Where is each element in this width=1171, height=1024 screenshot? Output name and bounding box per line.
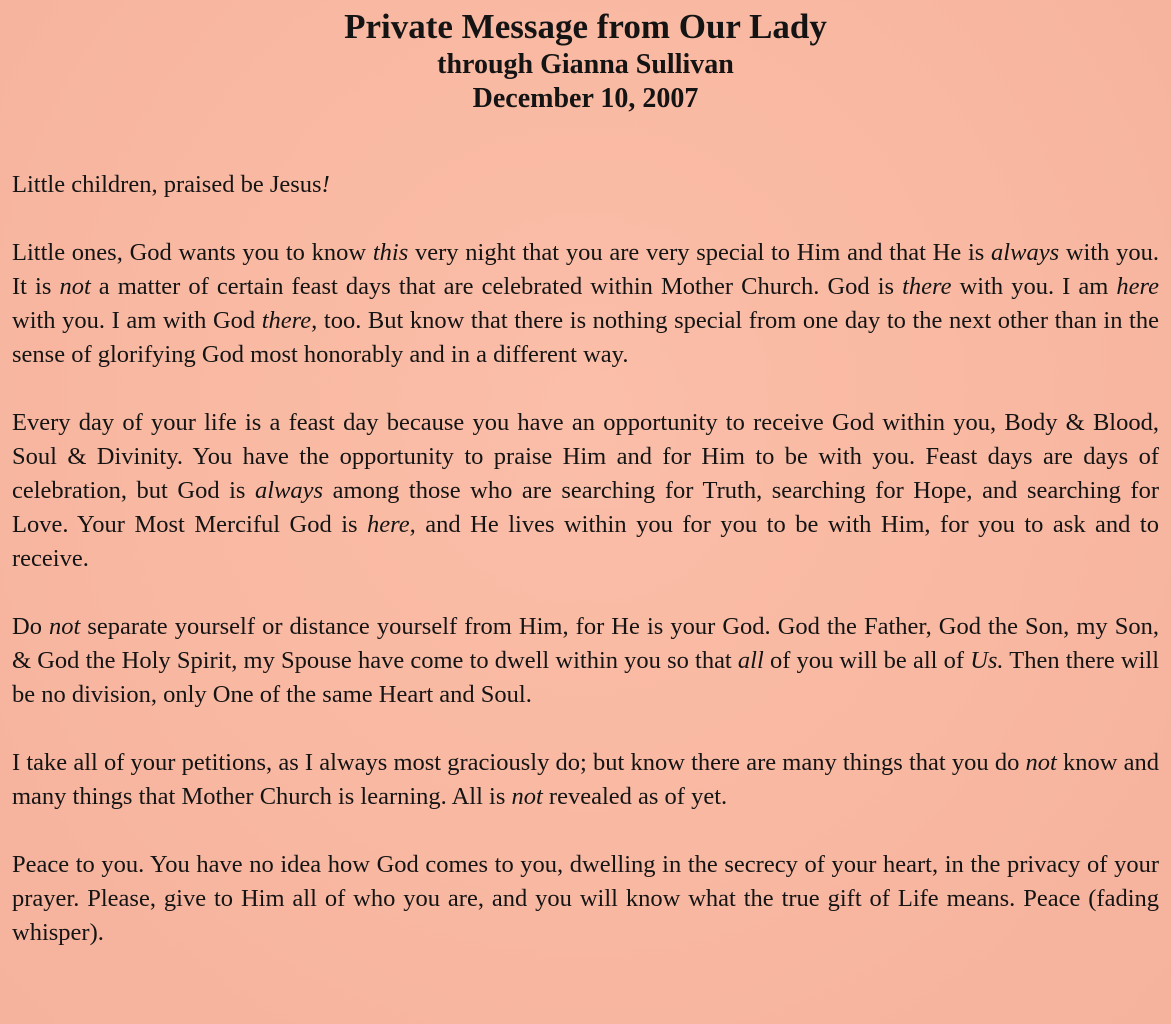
- document-subtitle: through Gianna Sullivan: [437, 49, 734, 80]
- emphasis-text: all: [737, 647, 764, 674]
- emphasis-text: here,: [367, 511, 416, 538]
- text-run: Little ones, God wants you to know: [12, 239, 373, 266]
- text-run: Little children, praised be Jesus: [12, 171, 322, 198]
- paragraph-3: [12, 610, 1159, 712]
- text-run: with you. I am with God: [12, 307, 262, 334]
- emphasis-text: not: [511, 783, 543, 810]
- text-run: Peace to you. You have no idea how God comes to you, dwelling in the secrecy of your heart, in the privacy of your prayer. Please, give to Him all of who you are, and you will know what the true gift of Life means. Peace (fading whisper).: [12, 851, 1159, 946]
- document-date: December 10, 2007: [472, 83, 699, 114]
- text-run: I take all of your petitions, as I always most graciously do; but know there are many things that you do: [12, 749, 1026, 776]
- emphasis-text: here: [1116, 273, 1159, 300]
- emphasis-text: always: [991, 239, 1060, 266]
- emphasis-text: not: [49, 613, 81, 640]
- text-run: with you. I am: [951, 273, 1117, 300]
- text-run: know and many things that Mother Church is learning. All is: [12, 749, 1159, 810]
- emphasis-text: not: [1025, 749, 1057, 776]
- document-title: Private Message from Our Lady: [344, 7, 827, 46]
- text-run: revealed as of yet.: [542, 783, 728, 810]
- emphasis-text: there: [902, 273, 952, 300]
- emphasis-text: Us.: [970, 647, 1004, 674]
- emphasis-text: always: [255, 477, 324, 504]
- emphasis-text: there,: [261, 307, 318, 334]
- text-run: a matter of certain feast days that are celebrated within Mother Church. God is: [90, 273, 903, 300]
- text-run: Then there will be no division, only One of the same Heart and Soul.: [12, 647, 1159, 708]
- text-run: Do: [12, 613, 50, 640]
- paragraph-1: [12, 236, 1159, 372]
- text-run: very night that you are very special to Him and that He is: [408, 239, 992, 266]
- text-run: and He lives within you for you to be with Him, for you to ask and to receive.: [12, 511, 1159, 572]
- text-run: too. But know that there is nothing special from one day to the next other than in the sense of glorifying God most honorably and in a different way.: [12, 307, 1159, 368]
- paragraph-5: [12, 848, 1159, 950]
- paragraph-greeting: [12, 168, 1159, 202]
- emphasis-text: this: [372, 239, 409, 266]
- text-run: with you. It is: [12, 239, 1160, 300]
- paragraph-2: [12, 406, 1159, 576]
- paragraph-4: [12, 746, 1159, 814]
- message-body: [12, 168, 1159, 950]
- text-run: Every day of your life is a feast day because you have an opportunity to receive God within you, Body & Blood, Soul & Divinity. You have the opportunity to praise Him and for Him to be with you. Feast days are days of celebration, but God is: [12, 409, 1159, 504]
- emphasis-text: not: [59, 273, 91, 300]
- text-run: separate yourself or distance yourself from Him, for He is your God. God the Father, God the Son, my Son, & God the Holy Spirit, my Spouse have come to dwell within you so that: [12, 613, 1159, 674]
- document-header: [12, 6, 1159, 116]
- text-run: among those who are searching for Truth, searching for Hope, and searching for Love. Your Most Merciful God is: [12, 477, 1159, 538]
- emphasis-text: !: [321, 171, 330, 198]
- text-run: of you will be all of: [763, 647, 971, 674]
